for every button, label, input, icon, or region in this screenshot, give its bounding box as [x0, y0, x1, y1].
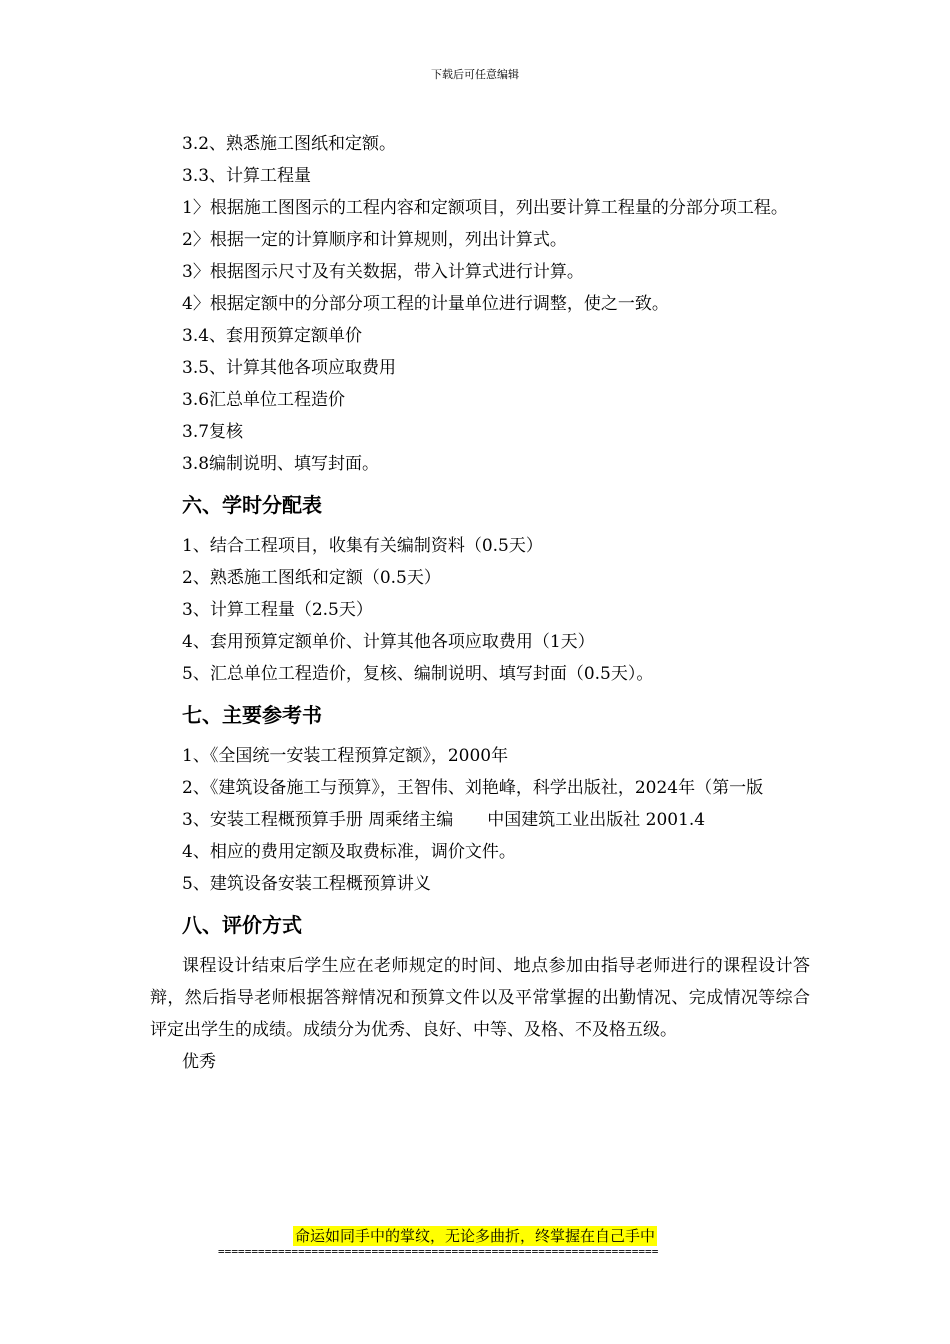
step-3-8: 3.8编制说明、填写封面。	[182, 454, 380, 474]
section-7-heading: 七、主要参考书	[182, 703, 322, 727]
schedule-item-4: 4、套用预算定额单价、计算其他各项应取费用（1天）	[182, 632, 595, 652]
footer-motto: 命运如同手中的掌纹，无论多曲折，终掌握在自己手中	[294, 1227, 655, 1245]
step-3-4: 3.4、套用预算定额单价	[182, 326, 363, 346]
step-3-3-item-3: 3〉根据图示尺寸及有关数据，带入计算式进行计算。	[182, 262, 584, 282]
reference-item-1: 1、《全国统一安装工程预算定额》，2000年	[182, 746, 509, 766]
footer-rule: ==================================================================	[218, 1245, 659, 1258]
evaluation-paragraph: 课程设计结束后学生应在老师规定的时间、地点参加由指导老师进行的课程设计答辩，然后指导老师根据答辩情况和预算文件以及平常掌握的出勤情况、完成情况等综合评定出学生的成绩。成绩分为优秀、良好、中等、及格、不及格五级。	[150, 956, 810, 1040]
schedule-item-3: 3、计算工程量（2.5天）	[182, 600, 373, 620]
section-6-heading: 六、学时分配表	[182, 493, 322, 517]
reference-item-3: 3、安装工程概预算手册 周乘绪主编 中国建筑工业出版社 2001.4	[182, 810, 706, 830]
reference-item-2: 2、《建筑设备施工与预算》，王智伟、刘艳峰，科学出版社，2024年（第一版	[182, 778, 764, 798]
step-3-6: 3.6汇总单位工程造价	[182, 390, 346, 410]
schedule-item-5: 5、汇总单位工程造价，复核、编制说明、填写封面（0.5天）。	[182, 664, 654, 684]
document-body	[150, 128, 810, 1078]
step-3-3-item-4: 4〉根据定额中的分部分项工程的计量单位进行调整，使之一致。	[182, 294, 669, 314]
section-8-heading: 八、评价方式	[182, 913, 302, 937]
schedule-item-1: 1、结合工程项目，收集有关编制资料（0.5天）	[182, 536, 543, 556]
step-3-5: 3.5、计算其他各项应取费用	[182, 358, 397, 378]
step-3-3: 3.3、计算工程量	[182, 166, 312, 186]
page-header: 下载后可任意编辑	[431, 68, 519, 81]
step-3-3-item-2: 2〉根据一定的计算顺序和计算规则，列出计算式。	[182, 230, 567, 250]
reference-item-4: 4、相应的费用定额及取费标准，调价文件。	[182, 842, 516, 862]
reference-item-5: 5、建筑设备安装工程概预算讲义	[182, 874, 431, 894]
page-footer	[0, 1226, 950, 1246]
schedule-item-2: 2、熟悉施工图纸和定额（0.5天）	[182, 568, 441, 588]
step-3-7: 3.7复核	[182, 422, 244, 442]
step-3-3-item-1: 1〉根据施工图图示的工程内容和定额项目，列出要计算工程量的分部分项工程。	[182, 198, 788, 218]
step-3-2: 3.2、熟悉施工图纸和定额。	[182, 134, 397, 154]
grade-excellent: 优秀	[182, 1052, 216, 1072]
